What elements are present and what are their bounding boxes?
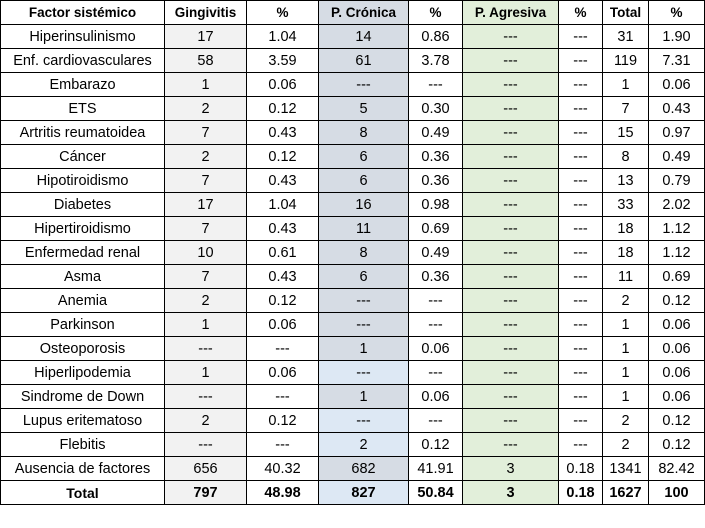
cell-cronica-pct: 0.36 bbox=[409, 145, 463, 169]
cell-cronica: 16 bbox=[319, 193, 409, 217]
cell-total: 18 bbox=[603, 217, 649, 241]
header-agresiva-pct: % bbox=[559, 1, 603, 25]
cell-factor: Flebitis bbox=[1, 433, 165, 457]
table-row bbox=[1, 361, 705, 385]
cell-total: 18 bbox=[603, 241, 649, 265]
cell-factor: Parkinson bbox=[1, 313, 165, 337]
table-row bbox=[1, 265, 705, 289]
cell-agresiva-pct: --- bbox=[559, 337, 603, 361]
cell-agresiva-pct: --- bbox=[559, 241, 603, 265]
cell-gingivitis-pct: 0.61 bbox=[247, 241, 319, 265]
table-row bbox=[1, 145, 705, 169]
cell-agresiva-pct: --- bbox=[559, 193, 603, 217]
cell-factor: Hiperinsulinismo bbox=[1, 25, 165, 49]
cell-gingivitis-pct: 0.12 bbox=[247, 97, 319, 121]
cell-cronica-pct: 0.12 bbox=[409, 433, 463, 457]
cell-total-pct: 100 bbox=[649, 481, 705, 505]
cell-agresiva-pct: --- bbox=[559, 361, 603, 385]
cell-factor: ETS bbox=[1, 97, 165, 121]
cell-cronica-pct: 3.78 bbox=[409, 49, 463, 73]
cell-factor: Ausencia de factores bbox=[1, 457, 165, 481]
cell-gingivitis: 2 bbox=[165, 409, 247, 433]
cell-total-pct: 1.12 bbox=[649, 241, 705, 265]
cell-cronica-pct: 0.36 bbox=[409, 169, 463, 193]
cell-cronica: 2 bbox=[319, 433, 409, 457]
cell-total-pct: 0.12 bbox=[649, 433, 705, 457]
table-row bbox=[1, 241, 705, 265]
cell-agresiva-pct: --- bbox=[559, 49, 603, 73]
cell-agresiva-pct: --- bbox=[559, 73, 603, 97]
table-row bbox=[1, 193, 705, 217]
cell-agresiva-pct: --- bbox=[559, 217, 603, 241]
cell-cronica: 6 bbox=[319, 265, 409, 289]
table-row bbox=[1, 289, 705, 313]
cell-gingivitis: 7 bbox=[165, 169, 247, 193]
cell-agresiva-pct: --- bbox=[559, 313, 603, 337]
table-row bbox=[1, 73, 705, 97]
cell-gingivitis-pct: 1.04 bbox=[247, 25, 319, 49]
cell-total: 1 bbox=[603, 361, 649, 385]
cell-cronica: 827 bbox=[319, 481, 409, 505]
cell-total: 1 bbox=[603, 337, 649, 361]
cell-total: 33 bbox=[603, 193, 649, 217]
cell-gingivitis-pct: 0.43 bbox=[247, 121, 319, 145]
table-row bbox=[1, 385, 705, 409]
table-row bbox=[1, 169, 705, 193]
cell-cronica: --- bbox=[319, 313, 409, 337]
cell-total: 13 bbox=[603, 169, 649, 193]
cell-cronica: 682 bbox=[319, 457, 409, 481]
cell-gingivitis-pct: 0.12 bbox=[247, 145, 319, 169]
cell-cronica: --- bbox=[319, 289, 409, 313]
cell-total-pct: 0.06 bbox=[649, 73, 705, 97]
cell-agresiva: --- bbox=[463, 73, 559, 97]
cell-total-pct: 0.12 bbox=[649, 409, 705, 433]
cell-total-pct: 0.06 bbox=[649, 313, 705, 337]
table-row bbox=[1, 25, 705, 49]
cell-factor: Asma bbox=[1, 265, 165, 289]
cell-agresiva: --- bbox=[463, 193, 559, 217]
cell-gingivitis-pct: 0.06 bbox=[247, 313, 319, 337]
cell-total-pct: 0.97 bbox=[649, 121, 705, 145]
table-row bbox=[1, 433, 705, 457]
cell-total: 1 bbox=[603, 385, 649, 409]
cell-total: 2 bbox=[603, 409, 649, 433]
cell-gingivitis: 7 bbox=[165, 217, 247, 241]
cell-factor: Enfermedad renal bbox=[1, 241, 165, 265]
cell-gingivitis: 656 bbox=[165, 457, 247, 481]
cell-cronica-pct: 50.84 bbox=[409, 481, 463, 505]
cell-cronica: --- bbox=[319, 73, 409, 97]
cell-total: 2 bbox=[603, 289, 649, 313]
cell-gingivitis-pct: 0.06 bbox=[247, 73, 319, 97]
cell-total-pct: 2.02 bbox=[649, 193, 705, 217]
cell-total: 31 bbox=[603, 25, 649, 49]
cell-agresiva-pct: --- bbox=[559, 409, 603, 433]
table-row bbox=[1, 217, 705, 241]
cell-factor: Diabetes bbox=[1, 193, 165, 217]
header-row bbox=[1, 1, 705, 25]
cell-total: 119 bbox=[603, 49, 649, 73]
cell-agresiva-pct: --- bbox=[559, 169, 603, 193]
cell-total-pct: 0.43 bbox=[649, 97, 705, 121]
cell-agresiva: 3 bbox=[463, 481, 559, 505]
cell-agresiva-pct: --- bbox=[559, 289, 603, 313]
cell-cronica-pct: 0.06 bbox=[409, 385, 463, 409]
cell-gingivitis-pct: 0.43 bbox=[247, 265, 319, 289]
cell-cronica: 6 bbox=[319, 169, 409, 193]
cell-agresiva-pct: --- bbox=[559, 433, 603, 457]
cell-factor: Artritis reumatoidea bbox=[1, 121, 165, 145]
cell-gingivitis-pct: 1.04 bbox=[247, 193, 319, 217]
cell-cronica-pct: --- bbox=[409, 313, 463, 337]
cell-cronica-pct: --- bbox=[409, 361, 463, 385]
cell-agresiva-pct: --- bbox=[559, 385, 603, 409]
cell-factor: Hiperlipodemia bbox=[1, 361, 165, 385]
header-agresiva: P. Agresiva bbox=[463, 1, 559, 25]
cell-agresiva: --- bbox=[463, 241, 559, 265]
cell-gingivitis: 2 bbox=[165, 145, 247, 169]
cell-agresiva: --- bbox=[463, 409, 559, 433]
header-total-pct: % bbox=[649, 1, 705, 25]
cell-gingivitis: 17 bbox=[165, 25, 247, 49]
cell-agresiva: --- bbox=[463, 49, 559, 73]
cell-cronica: 6 bbox=[319, 145, 409, 169]
table-row bbox=[1, 97, 705, 121]
cell-total-pct: 0.06 bbox=[649, 385, 705, 409]
table-row bbox=[1, 457, 705, 481]
cell-total-pct: 82.42 bbox=[649, 457, 705, 481]
table-row bbox=[1, 337, 705, 361]
cell-gingivitis-pct: 0.06 bbox=[247, 361, 319, 385]
cell-total-pct: 0.06 bbox=[649, 361, 705, 385]
header-cronica: P. Crónica bbox=[319, 1, 409, 25]
cell-agresiva-pct: 0.18 bbox=[559, 457, 603, 481]
cell-cronica-pct: 0.69 bbox=[409, 217, 463, 241]
cell-agresiva: --- bbox=[463, 361, 559, 385]
cell-gingivitis: 1 bbox=[165, 313, 247, 337]
cell-agresiva: --- bbox=[463, 217, 559, 241]
cell-cronica: 8 bbox=[319, 241, 409, 265]
table-row bbox=[1, 49, 705, 73]
table-row bbox=[1, 313, 705, 337]
cell-cronica-pct: 0.49 bbox=[409, 241, 463, 265]
cell-agresiva: --- bbox=[463, 433, 559, 457]
cell-cronica-pct: --- bbox=[409, 73, 463, 97]
cell-factor: Anemia bbox=[1, 289, 165, 313]
table-row bbox=[1, 409, 705, 433]
cell-gingivitis: 2 bbox=[165, 97, 247, 121]
cell-gingivitis-pct: --- bbox=[247, 433, 319, 457]
cell-cronica: 61 bbox=[319, 49, 409, 73]
cell-total-pct: 7.31 bbox=[649, 49, 705, 73]
cell-cronica-pct: 41.91 bbox=[409, 457, 463, 481]
cell-cronica-pct: 0.36 bbox=[409, 265, 463, 289]
cell-cronica-pct: 0.86 bbox=[409, 25, 463, 49]
cell-gingivitis: 2 bbox=[165, 289, 247, 313]
cell-gingivitis: 17 bbox=[165, 193, 247, 217]
cell-total-pct: 0.79 bbox=[649, 169, 705, 193]
cell-gingivitis-pct: --- bbox=[247, 385, 319, 409]
cell-factor: Embarazo bbox=[1, 73, 165, 97]
cell-agresiva-pct: 0.18 bbox=[559, 481, 603, 505]
cell-gingivitis-pct: 0.43 bbox=[247, 217, 319, 241]
cell-total: 15 bbox=[603, 121, 649, 145]
cell-total: 1341 bbox=[603, 457, 649, 481]
cell-total: 7 bbox=[603, 97, 649, 121]
cell-agresiva: 3 bbox=[463, 457, 559, 481]
cell-gingivitis-pct: --- bbox=[247, 337, 319, 361]
cell-factor: Enf. cardiovasculares bbox=[1, 49, 165, 73]
cell-agresiva: --- bbox=[463, 97, 559, 121]
cell-agresiva: --- bbox=[463, 385, 559, 409]
header-total: Total bbox=[603, 1, 649, 25]
cell-total: 11 bbox=[603, 265, 649, 289]
cell-total-pct: 0.12 bbox=[649, 289, 705, 313]
cell-gingivitis-pct: 40.32 bbox=[247, 457, 319, 481]
cell-cronica: 11 bbox=[319, 217, 409, 241]
cell-factor: Hipotiroidismo bbox=[1, 169, 165, 193]
cell-cronica: 5 bbox=[319, 97, 409, 121]
cell-factor: Cáncer bbox=[1, 145, 165, 169]
cell-gingivitis: 1 bbox=[165, 361, 247, 385]
cell-agresiva: --- bbox=[463, 145, 559, 169]
cell-cronica-pct: --- bbox=[409, 289, 463, 313]
cell-total: 1627 bbox=[603, 481, 649, 505]
cell-gingivitis: 58 bbox=[165, 49, 247, 73]
cell-total-pct: 0.06 bbox=[649, 337, 705, 361]
header-factor: Factor sistémico bbox=[1, 1, 165, 25]
cell-cronica: 1 bbox=[319, 337, 409, 361]
cell-gingivitis: 10 bbox=[165, 241, 247, 265]
cell-gingivitis-pct: 48.98 bbox=[247, 481, 319, 505]
table-body bbox=[1, 25, 705, 505]
cell-cronica: 14 bbox=[319, 25, 409, 49]
cell-gingivitis: --- bbox=[165, 385, 247, 409]
cell-cronica: --- bbox=[319, 361, 409, 385]
cell-gingivitis-pct: 3.59 bbox=[247, 49, 319, 73]
cell-factor: Total bbox=[1, 481, 165, 505]
cell-total-pct: 1.12 bbox=[649, 217, 705, 241]
cell-agresiva: --- bbox=[463, 265, 559, 289]
cell-agresiva-pct: --- bbox=[559, 121, 603, 145]
cell-cronica-pct: 0.98 bbox=[409, 193, 463, 217]
table-row bbox=[1, 121, 705, 145]
cell-cronica-pct: 0.49 bbox=[409, 121, 463, 145]
cell-cronica-pct: 0.30 bbox=[409, 97, 463, 121]
cell-cronica-pct: 0.06 bbox=[409, 337, 463, 361]
cell-gingivitis-pct: 0.12 bbox=[247, 409, 319, 433]
cell-agresiva: --- bbox=[463, 25, 559, 49]
cell-agresiva-pct: --- bbox=[559, 25, 603, 49]
cell-cronica: 8 bbox=[319, 121, 409, 145]
cell-agresiva-pct: --- bbox=[559, 97, 603, 121]
cell-gingivitis: --- bbox=[165, 337, 247, 361]
cell-gingivitis-pct: 0.12 bbox=[247, 289, 319, 313]
cell-factor: Osteoporosis bbox=[1, 337, 165, 361]
header-cronica-pct: % bbox=[409, 1, 463, 25]
cell-total: 2 bbox=[603, 433, 649, 457]
cell-total-pct: 1.90 bbox=[649, 25, 705, 49]
cell-gingivitis: 7 bbox=[165, 121, 247, 145]
header-gingivitis: Gingivitis bbox=[165, 1, 247, 25]
cell-cronica-pct: --- bbox=[409, 409, 463, 433]
cell-agresiva: --- bbox=[463, 289, 559, 313]
cell-total: 1 bbox=[603, 313, 649, 337]
cell-gingivitis: 1 bbox=[165, 73, 247, 97]
cell-gingivitis-pct: 0.43 bbox=[247, 169, 319, 193]
cell-cronica: --- bbox=[319, 409, 409, 433]
cell-gingivitis: 797 bbox=[165, 481, 247, 505]
cell-agresiva: --- bbox=[463, 169, 559, 193]
cell-cronica: 1 bbox=[319, 385, 409, 409]
cell-agresiva-pct: --- bbox=[559, 265, 603, 289]
cell-factor: Hipertiroidismo bbox=[1, 217, 165, 241]
cell-agresiva-pct: --- bbox=[559, 145, 603, 169]
header-gingivitis-pct: % bbox=[247, 1, 319, 25]
cell-factor: Lupus eritematoso bbox=[1, 409, 165, 433]
cell-gingivitis: 7 bbox=[165, 265, 247, 289]
cell-total: 1 bbox=[603, 73, 649, 97]
cell-factor: Sindrome de Down bbox=[1, 385, 165, 409]
cell-agresiva: --- bbox=[463, 337, 559, 361]
cell-agresiva: --- bbox=[463, 313, 559, 337]
cell-agresiva: --- bbox=[463, 121, 559, 145]
total-row bbox=[1, 481, 705, 505]
cell-total: 8 bbox=[603, 145, 649, 169]
cell-total-pct: 0.69 bbox=[649, 265, 705, 289]
cell-total-pct: 0.49 bbox=[649, 145, 705, 169]
cell-gingivitis: --- bbox=[165, 433, 247, 457]
